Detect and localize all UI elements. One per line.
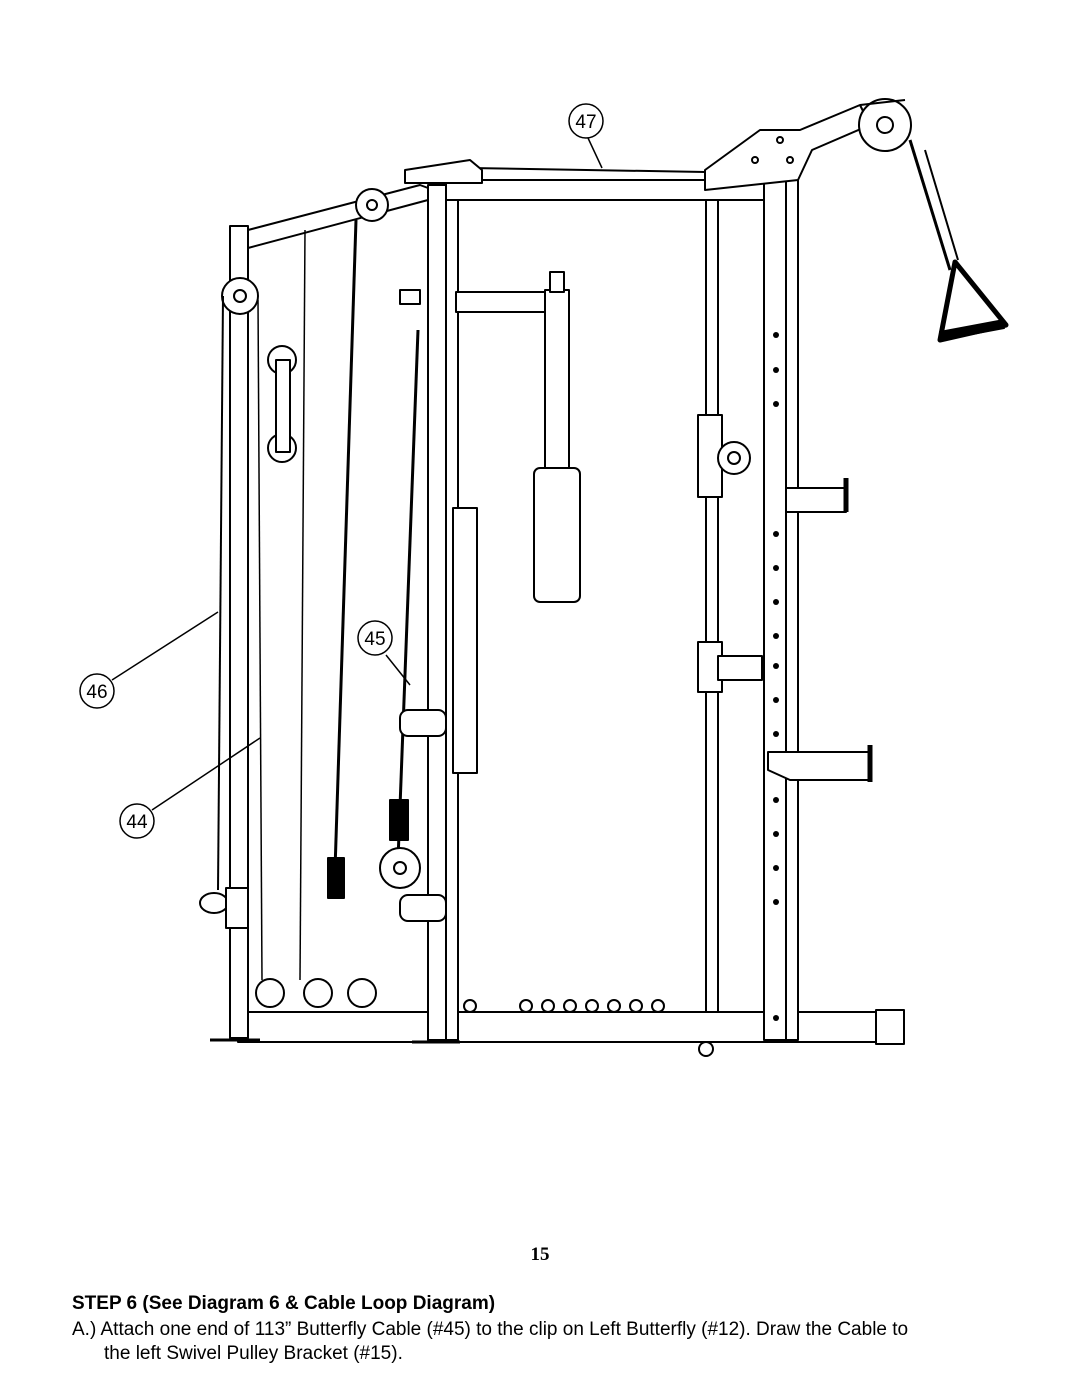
upper-arm (705, 105, 870, 190)
roller-pad (534, 468, 580, 602)
base-rail (238, 1012, 903, 1042)
instruction-line-1: A.) Attach one end of 113” Butterfly Cable (#45) to the clip on Left Butterfly (#12). Draw the Cable to (72, 1319, 909, 1340)
right-upright (764, 178, 786, 1040)
top-rail (248, 185, 428, 248)
swivel-pulley (400, 710, 446, 736)
step-instruction (72, 1318, 1032, 1366)
callout-label-46: 46 (86, 682, 108, 703)
callout-label-45: 45 (364, 629, 386, 650)
instruction-line-2: the left Swivel Pulley Bracket (#15). (104, 1343, 403, 1364)
step-heading: STEP 6 (See Diagram 6 & Cable Loop Diagram) (72, 1293, 496, 1314)
base-end-cap (876, 1010, 904, 1044)
callout-label-47: 47 (575, 112, 597, 133)
callout-label-44: 44 (126, 812, 148, 833)
page-number: 15 (530, 1244, 550, 1265)
